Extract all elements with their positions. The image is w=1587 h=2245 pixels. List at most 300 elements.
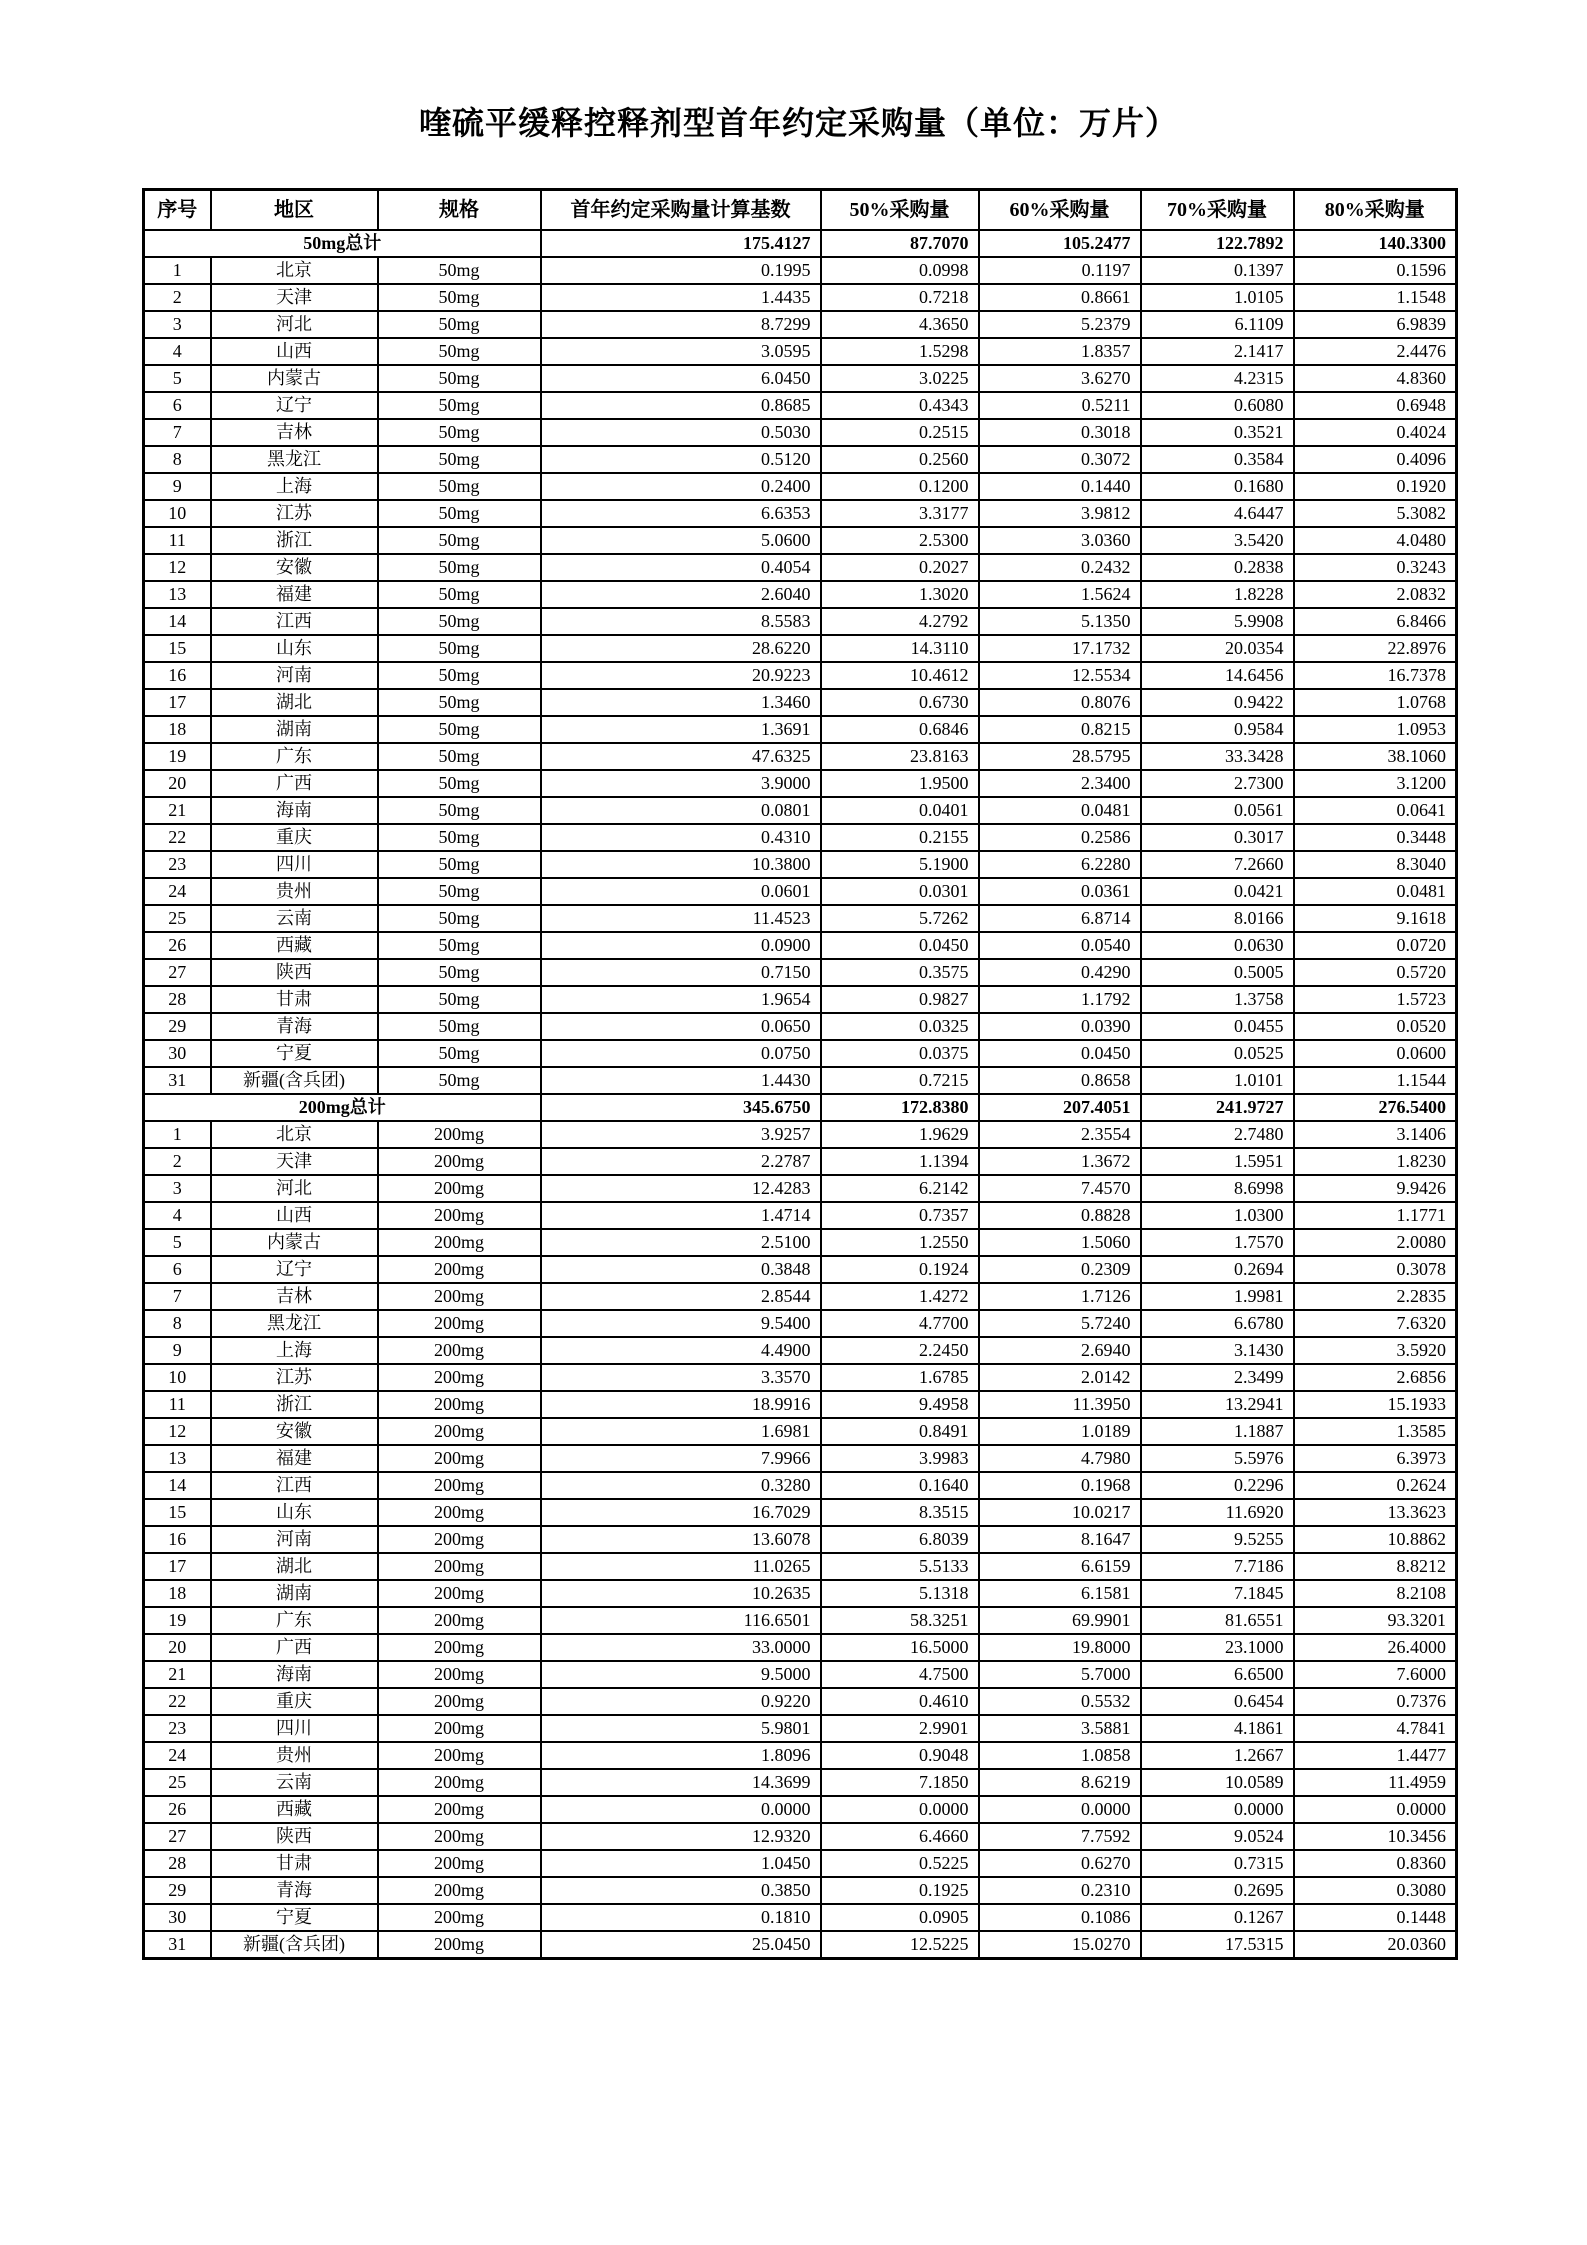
value-cell: 8.3515 bbox=[821, 1499, 979, 1526]
spec-cell: 50mg bbox=[378, 932, 541, 959]
spec-cell: 50mg bbox=[378, 824, 541, 851]
row-number-cell: 5 bbox=[144, 365, 211, 392]
value-cell: 13.2941 bbox=[1141, 1391, 1294, 1418]
table-row bbox=[144, 878, 1457, 905]
region-cell: 河南 bbox=[211, 1526, 378, 1553]
value-cell: 0.0641 bbox=[1294, 797, 1457, 824]
value-cell: 3.5920 bbox=[1294, 1337, 1457, 1364]
table-row bbox=[144, 1229, 1457, 1256]
section-total-value: 345.6750 bbox=[541, 1094, 821, 1121]
row-number-cell: 8 bbox=[144, 1310, 211, 1337]
value-cell: 16.5000 bbox=[821, 1634, 979, 1661]
value-cell: 12.5534 bbox=[979, 662, 1141, 689]
value-cell: 47.6325 bbox=[541, 743, 821, 770]
value-cell: 0.0998 bbox=[821, 257, 979, 284]
region-cell: 江西 bbox=[211, 608, 378, 635]
value-cell: 2.7480 bbox=[1141, 1121, 1294, 1148]
value-cell: 9.9426 bbox=[1294, 1175, 1457, 1202]
value-cell: 0.0720 bbox=[1294, 932, 1457, 959]
row-number-cell: 6 bbox=[144, 1256, 211, 1283]
value-cell: 11.4523 bbox=[541, 905, 821, 932]
table-row bbox=[144, 1067, 1457, 1094]
value-cell: 4.3650 bbox=[821, 311, 979, 338]
region-cell: 江苏 bbox=[211, 1364, 378, 1391]
spec-cell: 50mg bbox=[378, 338, 541, 365]
value-cell: 14.6456 bbox=[1141, 662, 1294, 689]
value-cell: 10.3800 bbox=[541, 851, 821, 878]
section-total-value: 105.2477 bbox=[979, 230, 1141, 257]
value-cell: 0.8215 bbox=[979, 716, 1141, 743]
value-cell: 0.6454 bbox=[1141, 1688, 1294, 1715]
row-number-cell: 25 bbox=[144, 1769, 211, 1796]
value-cell: 5.5133 bbox=[821, 1553, 979, 1580]
value-cell: 1.7570 bbox=[1141, 1229, 1294, 1256]
row-number-cell: 4 bbox=[144, 1202, 211, 1229]
value-cell: 0.1086 bbox=[979, 1904, 1141, 1931]
table-row bbox=[144, 1742, 1457, 1769]
value-cell: 1.1548 bbox=[1294, 284, 1457, 311]
spec-cell: 200mg bbox=[378, 1364, 541, 1391]
value-cell: 1.2667 bbox=[1141, 1742, 1294, 1769]
value-cell: 0.0421 bbox=[1141, 878, 1294, 905]
value-cell: 0.8360 bbox=[1294, 1850, 1457, 1877]
value-cell: 0.5120 bbox=[541, 446, 821, 473]
table-row bbox=[144, 1013, 1457, 1040]
value-cell: 3.0360 bbox=[979, 527, 1141, 554]
table-row bbox=[144, 689, 1457, 716]
value-cell: 14.3699 bbox=[541, 1769, 821, 1796]
value-cell: 0.0481 bbox=[979, 797, 1141, 824]
value-cell: 15.1933 bbox=[1294, 1391, 1457, 1418]
section-total-row bbox=[144, 230, 1457, 257]
value-cell: 0.7215 bbox=[821, 1067, 979, 1094]
table-row bbox=[144, 284, 1457, 311]
region-cell: 海南 bbox=[211, 797, 378, 824]
table-row bbox=[144, 608, 1457, 635]
value-cell: 2.1417 bbox=[1141, 338, 1294, 365]
row-number-cell: 31 bbox=[144, 1067, 211, 1094]
spec-cell: 200mg bbox=[378, 1472, 541, 1499]
region-cell: 上海 bbox=[211, 473, 378, 500]
spec-cell: 50mg bbox=[378, 743, 541, 770]
spec-cell: 200mg bbox=[378, 1553, 541, 1580]
value-cell: 17.1732 bbox=[979, 635, 1141, 662]
region-cell: 西藏 bbox=[211, 932, 378, 959]
region-cell: 黑龙江 bbox=[211, 446, 378, 473]
row-number-cell: 27 bbox=[144, 959, 211, 986]
row-number-cell: 23 bbox=[144, 851, 211, 878]
section-total-value: 172.8380 bbox=[821, 1094, 979, 1121]
spec-cell: 200mg bbox=[378, 1904, 541, 1931]
value-cell: 0.9584 bbox=[1141, 716, 1294, 743]
value-cell: 3.0225 bbox=[821, 365, 979, 392]
value-cell: 33.3428 bbox=[1141, 743, 1294, 770]
spec-cell: 200mg bbox=[378, 1337, 541, 1364]
value-cell: 6.6353 bbox=[541, 500, 821, 527]
value-cell: 0.5005 bbox=[1141, 959, 1294, 986]
value-cell: 1.1544 bbox=[1294, 1067, 1457, 1094]
value-cell: 5.7262 bbox=[821, 905, 979, 932]
row-number-cell: 1 bbox=[144, 257, 211, 284]
column-header: 首年约定采购量计算基数 bbox=[541, 190, 821, 231]
value-cell: 6.1109 bbox=[1141, 311, 1294, 338]
value-cell: 0.6270 bbox=[979, 1850, 1141, 1877]
value-cell: 19.8000 bbox=[979, 1634, 1141, 1661]
table-row bbox=[144, 905, 1457, 932]
spec-cell: 200mg bbox=[378, 1310, 541, 1337]
region-cell: 天津 bbox=[211, 1148, 378, 1175]
row-number-cell: 22 bbox=[144, 824, 211, 851]
spec-cell: 50mg bbox=[378, 527, 541, 554]
value-cell: 0.0450 bbox=[979, 1040, 1141, 1067]
value-cell: 0.6080 bbox=[1141, 392, 1294, 419]
value-cell: 9.5400 bbox=[541, 1310, 821, 1337]
spec-cell: 50mg bbox=[378, 473, 541, 500]
value-cell: 0.0481 bbox=[1294, 878, 1457, 905]
table-row bbox=[144, 1499, 1457, 1526]
value-cell: 0.2838 bbox=[1141, 554, 1294, 581]
value-cell: 0.1596 bbox=[1294, 257, 1457, 284]
value-cell: 0.9422 bbox=[1141, 689, 1294, 716]
row-number-cell: 30 bbox=[144, 1040, 211, 1067]
spec-cell: 50mg bbox=[378, 554, 541, 581]
value-cell: 0.6846 bbox=[821, 716, 979, 743]
spec-cell: 200mg bbox=[378, 1931, 541, 1959]
value-cell: 0.4096 bbox=[1294, 446, 1457, 473]
table-row bbox=[144, 1418, 1457, 1445]
value-cell: 2.8544 bbox=[541, 1283, 821, 1310]
region-cell: 北京 bbox=[211, 257, 378, 284]
table-row bbox=[144, 365, 1457, 392]
region-cell: 四川 bbox=[211, 1715, 378, 1742]
row-number-cell: 2 bbox=[144, 284, 211, 311]
region-cell: 陕西 bbox=[211, 1823, 378, 1850]
value-cell: 0.1397 bbox=[1141, 257, 1294, 284]
value-cell: 7.6320 bbox=[1294, 1310, 1457, 1337]
value-cell: 0.3280 bbox=[541, 1472, 821, 1499]
row-number-cell: 15 bbox=[144, 1499, 211, 1526]
row-number-cell: 28 bbox=[144, 986, 211, 1013]
value-cell: 7.6000 bbox=[1294, 1661, 1457, 1688]
value-cell: 6.2280 bbox=[979, 851, 1141, 878]
value-cell: 7.7592 bbox=[979, 1823, 1141, 1850]
region-cell: 甘肃 bbox=[211, 986, 378, 1013]
value-cell: 10.3456 bbox=[1294, 1823, 1457, 1850]
region-cell: 青海 bbox=[211, 1013, 378, 1040]
spec-cell: 200mg bbox=[378, 1418, 541, 1445]
spec-cell: 200mg bbox=[378, 1769, 541, 1796]
value-cell: 14.3110 bbox=[821, 635, 979, 662]
table-row bbox=[144, 851, 1457, 878]
region-cell: 宁夏 bbox=[211, 1904, 378, 1931]
spec-cell: 200mg bbox=[378, 1526, 541, 1553]
value-cell: 0.5225 bbox=[821, 1850, 979, 1877]
value-cell: 4.2315 bbox=[1141, 365, 1294, 392]
value-cell: 5.7240 bbox=[979, 1310, 1141, 1337]
value-cell: 1.1771 bbox=[1294, 1202, 1457, 1229]
row-number-cell: 18 bbox=[144, 1580, 211, 1607]
value-cell: 0.2432 bbox=[979, 554, 1141, 581]
spec-cell: 50mg bbox=[378, 851, 541, 878]
value-cell: 0.2695 bbox=[1141, 1877, 1294, 1904]
value-cell: 8.5583 bbox=[541, 608, 821, 635]
value-cell: 0.0455 bbox=[1141, 1013, 1294, 1040]
value-cell: 1.3020 bbox=[821, 581, 979, 608]
value-cell: 0.0601 bbox=[541, 878, 821, 905]
section-total-value: 207.4051 bbox=[979, 1094, 1141, 1121]
value-cell: 2.5100 bbox=[541, 1229, 821, 1256]
value-cell: 0.0905 bbox=[821, 1904, 979, 1931]
spec-cell: 50mg bbox=[378, 959, 541, 986]
value-cell: 1.3691 bbox=[541, 716, 821, 743]
table-row bbox=[144, 1148, 1457, 1175]
spec-cell: 200mg bbox=[378, 1742, 541, 1769]
spec-cell: 50mg bbox=[378, 608, 541, 635]
value-cell: 1.4435 bbox=[541, 284, 821, 311]
row-number-cell: 1 bbox=[144, 1121, 211, 1148]
value-cell: 6.8039 bbox=[821, 1526, 979, 1553]
value-cell: 1.5298 bbox=[821, 338, 979, 365]
region-cell: 重庆 bbox=[211, 1688, 378, 1715]
region-cell: 宁夏 bbox=[211, 1040, 378, 1067]
spec-cell: 200mg bbox=[378, 1499, 541, 1526]
value-cell: 0.2400 bbox=[541, 473, 821, 500]
table-row bbox=[144, 1337, 1457, 1364]
row-number-cell: 17 bbox=[144, 1553, 211, 1580]
region-cell: 广东 bbox=[211, 1607, 378, 1634]
value-cell: 7.2660 bbox=[1141, 851, 1294, 878]
table-row bbox=[144, 986, 1457, 1013]
section-total-row bbox=[144, 1094, 1457, 1121]
region-cell: 山东 bbox=[211, 1499, 378, 1526]
value-cell: 1.4477 bbox=[1294, 1742, 1457, 1769]
value-cell: 3.0595 bbox=[541, 338, 821, 365]
value-cell: 4.7500 bbox=[821, 1661, 979, 1688]
value-cell: 0.0750 bbox=[541, 1040, 821, 1067]
value-cell: 0.3072 bbox=[979, 446, 1141, 473]
value-cell: 16.7378 bbox=[1294, 662, 1457, 689]
spec-cell: 50mg bbox=[378, 635, 541, 662]
value-cell: 8.1647 bbox=[979, 1526, 1141, 1553]
table-row bbox=[144, 1391, 1457, 1418]
value-cell: 6.6500 bbox=[1141, 1661, 1294, 1688]
value-cell: 7.1850 bbox=[821, 1769, 979, 1796]
spec-cell: 50mg bbox=[378, 311, 541, 338]
value-cell: 9.5255 bbox=[1141, 1526, 1294, 1553]
value-cell: 0.8661 bbox=[979, 284, 1141, 311]
row-number-cell: 15 bbox=[144, 635, 211, 662]
value-cell: 2.3499 bbox=[1141, 1364, 1294, 1391]
region-cell: 北京 bbox=[211, 1121, 378, 1148]
value-cell: 12.4283 bbox=[541, 1175, 821, 1202]
spec-cell: 200mg bbox=[378, 1715, 541, 1742]
procurement-table bbox=[142, 188, 1458, 1960]
value-cell: 10.8862 bbox=[1294, 1526, 1457, 1553]
row-number-cell: 7 bbox=[144, 1283, 211, 1310]
table-row bbox=[144, 1553, 1457, 1580]
row-number-cell: 26 bbox=[144, 1796, 211, 1823]
value-cell: 17.5315 bbox=[1141, 1931, 1294, 1959]
spec-cell: 50mg bbox=[378, 284, 541, 311]
region-cell: 青海 bbox=[211, 1877, 378, 1904]
row-number-cell: 8 bbox=[144, 446, 211, 473]
value-cell: 0.7357 bbox=[821, 1202, 979, 1229]
table-row bbox=[144, 635, 1457, 662]
value-cell: 11.3950 bbox=[979, 1391, 1141, 1418]
row-number-cell: 21 bbox=[144, 1661, 211, 1688]
value-cell: 20.9223 bbox=[541, 662, 821, 689]
region-cell: 河北 bbox=[211, 1175, 378, 1202]
spec-cell: 50mg bbox=[378, 1013, 541, 1040]
table-row bbox=[144, 716, 1457, 743]
spec-cell: 50mg bbox=[378, 986, 541, 1013]
region-cell: 海南 bbox=[211, 1661, 378, 1688]
region-cell: 河南 bbox=[211, 662, 378, 689]
value-cell: 33.0000 bbox=[541, 1634, 821, 1661]
spec-cell: 50mg bbox=[378, 878, 541, 905]
table-row bbox=[144, 1877, 1457, 1904]
value-cell: 0.2560 bbox=[821, 446, 979, 473]
value-cell: 5.1900 bbox=[821, 851, 979, 878]
value-cell: 1.4430 bbox=[541, 1067, 821, 1094]
table-row bbox=[144, 446, 1457, 473]
value-cell: 1.8230 bbox=[1294, 1148, 1457, 1175]
value-cell: 0.0375 bbox=[821, 1040, 979, 1067]
table-row bbox=[144, 797, 1457, 824]
value-cell: 2.9901 bbox=[821, 1715, 979, 1742]
row-number-cell: 13 bbox=[144, 581, 211, 608]
value-cell: 0.3575 bbox=[821, 959, 979, 986]
row-number-cell: 22 bbox=[144, 1688, 211, 1715]
table-row bbox=[144, 392, 1457, 419]
value-cell: 0.3018 bbox=[979, 419, 1141, 446]
region-cell: 重庆 bbox=[211, 824, 378, 851]
table-row bbox=[144, 1580, 1457, 1607]
value-cell: 1.1394 bbox=[821, 1148, 979, 1175]
region-cell: 湖北 bbox=[211, 1553, 378, 1580]
value-cell: 1.0105 bbox=[1141, 284, 1294, 311]
row-number-cell: 14 bbox=[144, 1472, 211, 1499]
value-cell: 5.0600 bbox=[541, 527, 821, 554]
value-cell: 0.5532 bbox=[979, 1688, 1141, 1715]
region-cell: 福建 bbox=[211, 1445, 378, 1472]
value-cell: 6.0450 bbox=[541, 365, 821, 392]
value-cell: 0.0000 bbox=[1294, 1796, 1457, 1823]
value-cell: 0.8491 bbox=[821, 1418, 979, 1445]
region-cell: 山东 bbox=[211, 635, 378, 662]
value-cell: 1.9654 bbox=[541, 986, 821, 1013]
value-cell: 3.6270 bbox=[979, 365, 1141, 392]
spec-cell: 50mg bbox=[378, 662, 541, 689]
region-cell: 四川 bbox=[211, 851, 378, 878]
value-cell: 1.1792 bbox=[979, 986, 1141, 1013]
table-row bbox=[144, 1445, 1457, 1472]
value-cell: 1.6785 bbox=[821, 1364, 979, 1391]
value-cell: 0.0650 bbox=[541, 1013, 821, 1040]
row-number-cell: 20 bbox=[144, 770, 211, 797]
value-cell: 3.3177 bbox=[821, 500, 979, 527]
value-cell: 0.3448 bbox=[1294, 824, 1457, 851]
value-cell: 0.3243 bbox=[1294, 554, 1457, 581]
spec-cell: 50mg bbox=[378, 392, 541, 419]
value-cell: 1.8228 bbox=[1141, 581, 1294, 608]
value-cell: 5.9801 bbox=[541, 1715, 821, 1742]
value-cell: 0.3521 bbox=[1141, 419, 1294, 446]
row-number-cell: 18 bbox=[144, 716, 211, 743]
value-cell: 0.2624 bbox=[1294, 1472, 1457, 1499]
value-cell: 5.1350 bbox=[979, 608, 1141, 635]
value-cell: 0.2296 bbox=[1141, 1472, 1294, 1499]
value-cell: 0.1640 bbox=[821, 1472, 979, 1499]
value-cell: 6.6159 bbox=[979, 1553, 1141, 1580]
spec-cell: 200mg bbox=[378, 1229, 541, 1256]
value-cell: 2.6040 bbox=[541, 581, 821, 608]
value-cell: 10.4612 bbox=[821, 662, 979, 689]
row-number-cell: 29 bbox=[144, 1013, 211, 1040]
value-cell: 0.0390 bbox=[979, 1013, 1141, 1040]
table-row bbox=[144, 824, 1457, 851]
value-cell: 0.0900 bbox=[541, 932, 821, 959]
value-cell: 0.9220 bbox=[541, 1688, 821, 1715]
value-cell: 15.0270 bbox=[979, 1931, 1141, 1959]
row-number-cell: 4 bbox=[144, 338, 211, 365]
value-cell: 0.0000 bbox=[541, 1796, 821, 1823]
value-cell: 0.0600 bbox=[1294, 1040, 1457, 1067]
table-row bbox=[144, 1364, 1457, 1391]
column-header: 序号 bbox=[144, 190, 211, 231]
value-cell: 1.9981 bbox=[1141, 1283, 1294, 1310]
value-cell: 0.2027 bbox=[821, 554, 979, 581]
value-cell: 28.6220 bbox=[541, 635, 821, 662]
region-cell: 新疆(含兵团) bbox=[211, 1931, 378, 1959]
value-cell: 6.4660 bbox=[821, 1823, 979, 1850]
column-header: 地区 bbox=[211, 190, 378, 231]
value-cell: 7.9966 bbox=[541, 1445, 821, 1472]
table-row bbox=[144, 770, 1457, 797]
value-cell: 0.8658 bbox=[979, 1067, 1141, 1094]
value-cell: 2.2835 bbox=[1294, 1283, 1457, 1310]
value-cell: 69.9901 bbox=[979, 1607, 1141, 1634]
value-cell: 11.0265 bbox=[541, 1553, 821, 1580]
value-cell: 11.6920 bbox=[1141, 1499, 1294, 1526]
spec-cell: 200mg bbox=[378, 1175, 541, 1202]
value-cell: 1.3758 bbox=[1141, 986, 1294, 1013]
spec-cell: 50mg bbox=[378, 1040, 541, 1067]
region-cell: 上海 bbox=[211, 1337, 378, 1364]
value-cell: 0.1920 bbox=[1294, 473, 1457, 500]
value-cell: 7.7186 bbox=[1141, 1553, 1294, 1580]
value-cell: 10.0589 bbox=[1141, 1769, 1294, 1796]
row-number-cell: 3 bbox=[144, 311, 211, 338]
row-number-cell: 30 bbox=[144, 1904, 211, 1931]
value-cell: 0.4343 bbox=[821, 392, 979, 419]
region-cell: 浙江 bbox=[211, 527, 378, 554]
value-cell: 38.1060 bbox=[1294, 743, 1457, 770]
value-cell: 0.2310 bbox=[979, 1877, 1141, 1904]
value-cell: 0.3848 bbox=[541, 1256, 821, 1283]
region-cell: 广西 bbox=[211, 1634, 378, 1661]
value-cell: 116.6501 bbox=[541, 1607, 821, 1634]
spec-cell: 200mg bbox=[378, 1121, 541, 1148]
value-cell: 8.3040 bbox=[1294, 851, 1457, 878]
value-cell: 2.3554 bbox=[979, 1121, 1141, 1148]
value-cell: 58.3251 bbox=[821, 1607, 979, 1634]
value-cell: 0.7376 bbox=[1294, 1688, 1457, 1715]
row-number-cell: 6 bbox=[144, 392, 211, 419]
table-row bbox=[144, 1688, 1457, 1715]
section-total-value: 87.7070 bbox=[821, 230, 979, 257]
region-cell: 新疆(含兵团) bbox=[211, 1067, 378, 1094]
